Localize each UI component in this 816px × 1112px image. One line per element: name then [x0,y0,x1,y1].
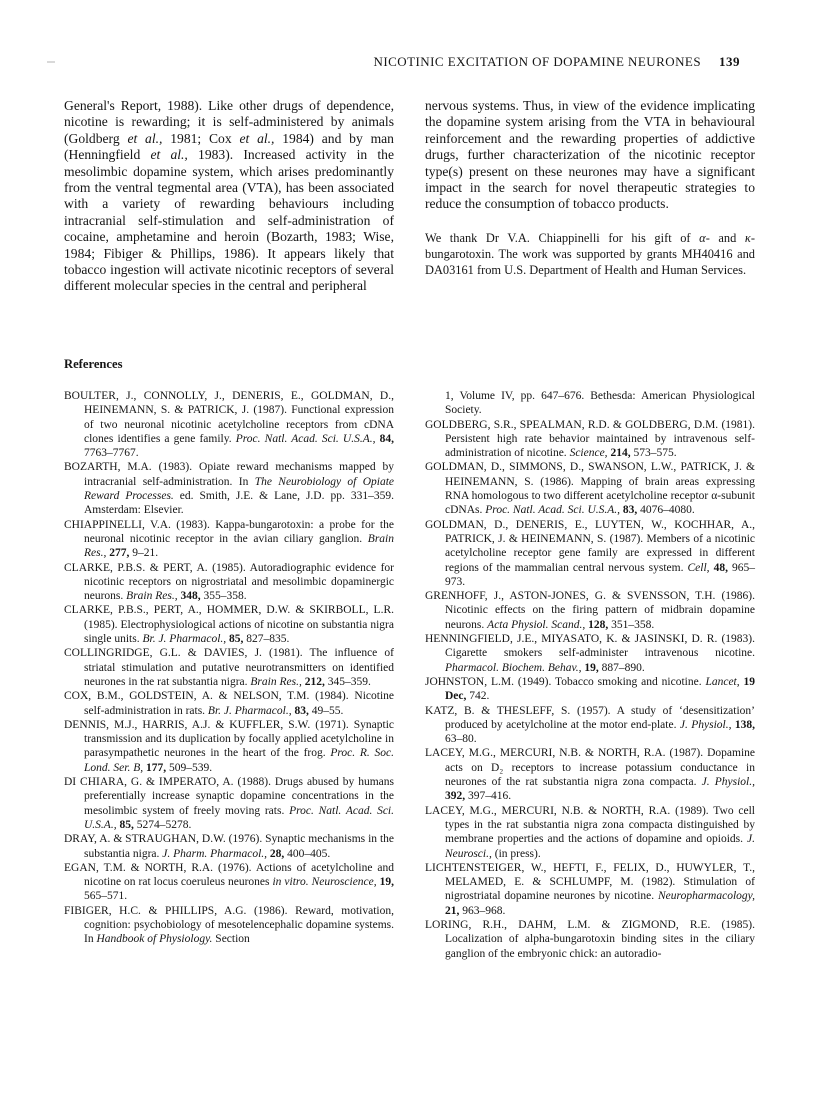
running-head [0,54,740,69]
references-left-column [64,389,394,961]
reference-item: GOLDMAN, D., SIMMONS, D., SWANSON, L.W., PATRICK, J. & HEINEMANN, S. (1986). Mapping of brain areas expressing RNA homologous to two different acetylcholine receptor α-subunit cDNAs. Proc. Natl. Acad. Sci. U.S.A., 83, 4076–4080. [425,461,755,517]
reference-item: KATZ, B. & THESLEFF, S. (1957). A study of ‘desensitization’ produced by acetylcholine at the motor end-plate. J. Physiol., 138, 63–80. [425,704,755,746]
reference-item: GOLDMAN, D., DENERIS, E., LUYTEN, W., KOCHHAR, A., PATRICK, J. & HEINEMANN, S. (1987). Members of a nicotinic acetylcholine receptor gene family are expressed in different regions of the mammalian central nervous system. Cell, 48, 965–973. [425,518,755,588]
reference-item: LACEY, M.G., MERCURI, N.B. & NORTH, R.A. (1989). Two cell types in the rat substantia nigra zona compacta distinguished by membrane properties and the actions of dopamine and opioids. J. Neurosci., (in press). [425,804,755,860]
reference-item: GRENHOFF, J., ASTON-JONES, G. & SVENSSON, T.H. (1986). Nicotinic effects on the firing pattern of midbrain dopamine neurons. Acta Physiol. Scand., 128, 351–358. [425,590,755,631]
intro-paragraph-right: nervous systems. Thus, in view of the evidence implicating the dopamine system arising from the VTA in behavioural reinforcement and the rewarding properties of addictive drugs, further characterization of the nicotinic receptor type(s) present on these neurones may have a significant impact in the search for novel therapeutic strategies to reduce the consumption of tobacco products. [425,98,755,212]
reference-item: CLARKE, P.B.S., PERT, A., HOMMER, D.W. & SKIRBOLL, L.R. (1985). Electrophysiological actions of nicotine on substantia nigra single units. Br. J. Pharmacol., 85, 827–835. [64,604,394,646]
reference-item: BOULTER, J., CONNOLLY, J., DENERIS, E., GOLDMAN, D., HEINEMANN, S. & PATRICK, J. (1987). Functional expression of two neuronal nicotinic acetylcholine receptors from cDNA clones identifies a gene family. Proc. Natl. Acad. Sci. U.S.A., 84, 7763–7767. [64,390,394,460]
reference-item: COX, B.M., GOLDSTEIN, A. & NELSON, T.M. (1984). Nicotine self-administration in rats. Br. J. Pharmacol., 83, 49–55. [64,690,394,717]
reference-item: EGAN, T.M. & NORTH, R.A. (1976). Actions of acetylcholine and nicotine on rat locus coeruleus neurones in vitro. Neuroscience, 19, 565–571. [64,861,395,903]
reference-item: COLLINGRIDGE, G.L. & DAVIES, J. (1981). The influence of striatal stimulation and putative neurotransmitters on identified neurones in the rat substantia nigra. Brain Res., 212, 345–359. [64,647,394,688]
reference-item: BOZARTH, M.A. (1983). Opiate reward mechanisms mapped by intracranial self-administration. In The Neurobiology of Opiate Reward Processes. ed. Smith, J.E. & Lane, J.D. pp. 331–359. Amsterdam: Elsevier. [64,461,394,517]
introduction-section [64,98,756,295]
intro-right-column [425,98,755,295]
references-right-column [425,389,755,961]
reference-item: GOLDBERG, S.R., SPEALMAN, R.D. & GOLDBERG, D.M. (1981). Persistent high rate behavior maintained by intravenous self-administration of nicotine. Science, 214, 573–575. [425,418,755,460]
references-columns [64,389,756,961]
reference-item: DI CHIARA, G. & IMPERATO, A. (1988). Drugs abused by humans preferentially increase synaptic dopamine concentrations in the mesolimbic system of freely moving rats. Proc. Natl. Acad. Sci. U.S.A., 85, 5274–5278. [64,776,394,831]
reference-item: FIBIGER, H.C. & PHILLIPS, A.G. (1986). Reward, motivation, cognition: psychobiology of mesotelencephalic dopamine systems. In Handbook of Physiology. Section [64,904,394,946]
reference-item: CLARKE, P.B.S. & PERT, A. (1985). Autoradiographic evidence for nicotinic receptors on nigrostriatal and mesolimbic dopaminergic neurons. Brain Res., 348, 355–358. [64,561,394,603]
running-title: NICOTINIC EXCITATION OF DOPAMINE NEURONES [373,54,701,69]
page-number: 139 [719,54,740,69]
intro-paragraph-left: General's Report, 1988). Like other drugs of dependence, nicotine is rewarding; it is self-administered by animals (Goldberg et al., 1981; Cox et al., 1984) and by man (Henningfield et al., 1983). Increased activity in the mesolimbic dopamine system, which arises predominantly from the ventral tegmental area (VTA), has been associated with a variety of rewarding behaviours including intracranial self-stimulation and self-administration of cocaine, amphetamine and heroin (Bozarth, 1983; Wise, 1984; Fibiger & Phillips, 1986). It appears likely that tobacco ingestion will activate nicotinic receptors of several different molecular species in the central and peripheral [64,98,394,294]
references-section [64,357,756,961]
reference-item: LORING, R.H., DAHM, L.M. & ZIGMOND, R.E. (1985). Localization of alpha-bungarotoxin binding sites in the ciliary ganglion of the embryonic chick: an autoradio- [425,918,755,960]
reference-item: JOHNSTON, L.M. (1949). Tobacco smoking and nicotine. Lancet, 19 Dec, 742. [425,675,755,703]
reference-item: DRAY, A. & STRAUGHAN, D.W. (1976). Synaptic mechanisms in the substantia nigra. J. Pharm. Pharmacol., 28, 400–405. [64,833,394,860]
intro-left-column [64,98,394,295]
reference-item: LACEY, M.G., MERCURI, N.B. & NORTH, R.A. (1987). Dopamine acts on D₂ receptors to increase potassium conductance in neurones of the rat substantia nigra zona compacta. J. Physiol., 392, 397–416. [425,747,755,803]
reference-item: CHIAPPINELLI, V.A. (1983). Kappa-bungarotoxin: a probe for the neuronal nicotinic receptor in the avian ciliary ganglion. Brain Res., 277, 9–21. [64,518,394,560]
reference-item: 1, Volume IV, pp. 647–676. Bethesda: American Physiological Society. [445,390,755,417]
acknowledgement-paragraph: We thank Dr V.A. Chiappinelli for his gift of α- and κ-bungarotoxin. The work was supported by grants MH40416 and DA03161 from U.S. Department of Health and Human Services. [425,230,755,278]
reference-item: LICHTENSTEIGER, W., HEFTI, F., FELIX, D., HUWYLER, T., MELAMED, E. & SCHLUMPF, M. (1982). Stimulation of nigrostriatal dopamine neurones by nicotine. Neuropharmacology, 21, 963–968. [425,861,755,917]
reference-item: DENNIS, M.J., HARRIS, A.J. & KUFFLER, S.W. (1971). Synaptic transmission and its duplication by focally applied acetylcholine in parasympathetic neurones in the heart of the frog. Proc. R. Soc. Lond. Ser. B, 177, 509–539. [64,718,395,774]
reference-item: HENNINGFIELD, J.E., MIYASATO, K. & JASINSKI, D. R. (1983). Cigarette smokers self-administer intravenous nicotine. Pharmacol. Biochem. Behav., 19, 887–890. [425,633,755,674]
references-heading: References [64,357,123,371]
